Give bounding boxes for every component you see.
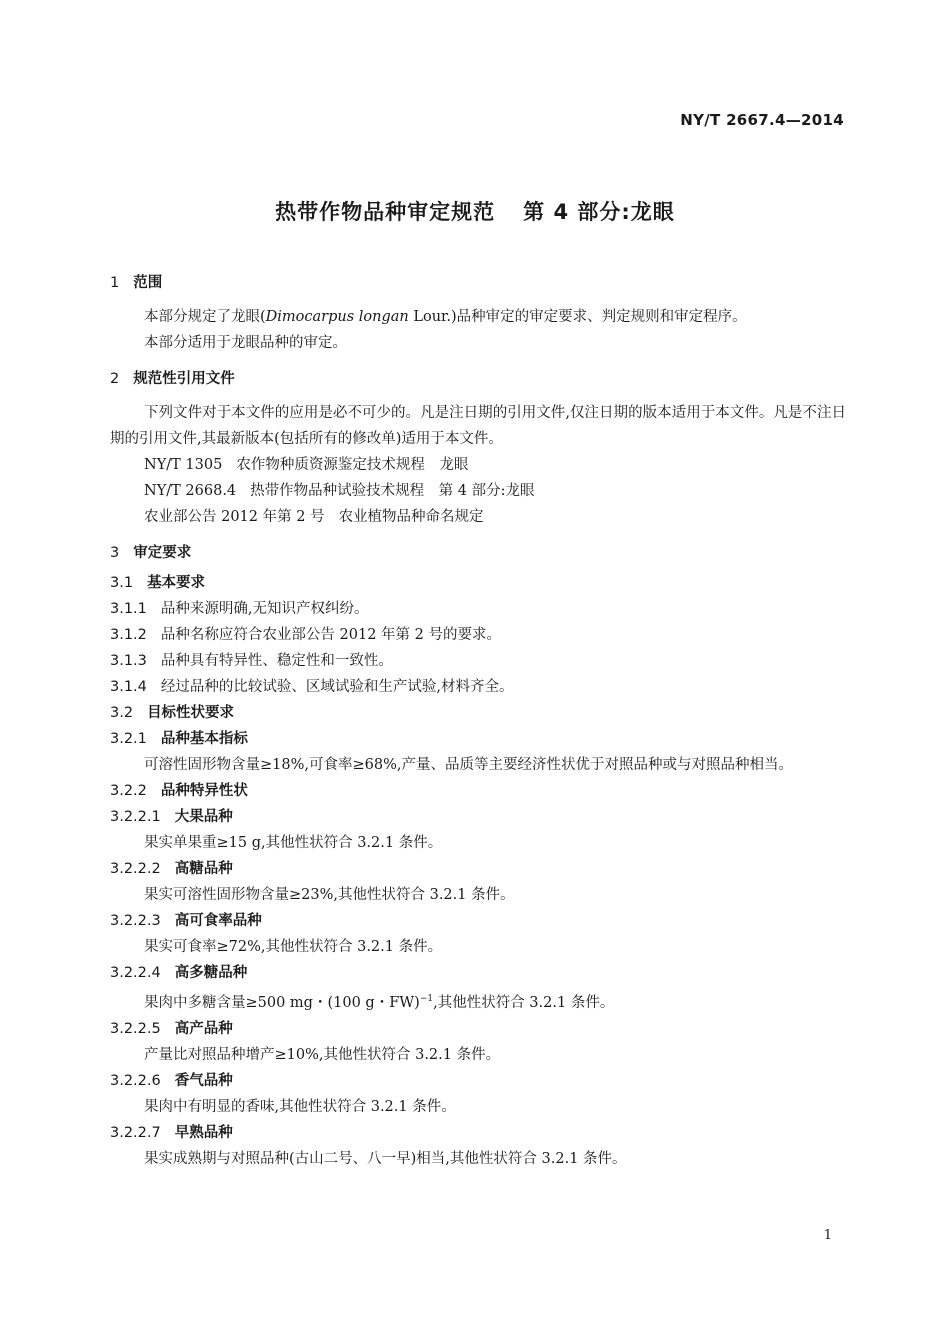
clause-3-1-3: 3.1.3 品种具有特异性、稳定性和一致性。 bbox=[110, 653, 393, 669]
clause-text-3-2-2-5: 产量比对照品种增产≥10%,其他性状符合 3.2.1 条件。 bbox=[144, 1046, 501, 1063]
page-number: 1 bbox=[823, 1228, 832, 1243]
section-heading-2: 2 规范性引用文件 bbox=[110, 371, 235, 387]
reference-item: 农业部公告 2012 年第 2 号 农业植物品种命名规定 bbox=[144, 509, 484, 525]
references-intro: 下列文件对于本文件的应用是必不可少的。凡是注日期的引用文件,仅注日期的版本适用于本文件。凡是不注日期的引用文件,其最新版本(包括所有的修改单)适用于本文件。 bbox=[110, 405, 846, 447]
title-part: 第 4 部分:龙眼 bbox=[523, 200, 675, 224]
clause-text-3-2-2-1: 果实单果重≥15 g,其他性状符合 3.2.1 条件。 bbox=[144, 835, 443, 851]
subsection-heading-3-2: 3.2 目标性状要求 bbox=[110, 705, 235, 721]
clause-3-1-4: 3.1.4 经过品种的比较试验、区域试验和生产试验,材料齐全。 bbox=[110, 679, 514, 695]
clause-3-1-1: 3.1.1 品种来源明确,无知识产权纠纷。 bbox=[110, 601, 369, 617]
clause-text-3-2-2-7: 果实成熟期与对照品种(古山二号、八一早)相当,其他性状符合 3.2.1 条件。 bbox=[144, 1150, 627, 1167]
section-heading-3: 3 审定要求 bbox=[110, 545, 192, 561]
subsection-heading-3-2-2: 3.2.2 品种特异性状 bbox=[110, 783, 248, 799]
clause-text-3-2-2-2: 果实可溶性固形物含量≥23%,其他性状符合 3.2.1 条件。 bbox=[144, 887, 515, 903]
scope-paragraph-2: 本部分适用于龙眼品种的审定。 bbox=[144, 335, 347, 351]
subsection-heading-3-1: 3.1 基本要求 bbox=[110, 575, 206, 591]
document-title bbox=[0, 196, 950, 226]
clause-heading-3-2-2-1: 3.2.2.1 大果品种 bbox=[110, 809, 233, 825]
basic-index-paragraph: 可溶性固形物含量≥18%,可食率≥68%,产量、品质等主要经济性状优于对照品种或与对照品种相当。 bbox=[144, 757, 793, 773]
clause-3-1-2: 3.1.2 品种名称应符合农业部公告 2012 年第 2 号的要求。 bbox=[110, 627, 501, 643]
standard-code: NY/T 2667.4—2014 bbox=[680, 111, 844, 129]
clause-heading-3-2-2-2: 3.2.2.2 高糖品种 bbox=[110, 861, 233, 877]
clause-text-3-2-2-4: 果肉中多糖含量≥500 mg・(100 g・FW)$^{-1}$,其他性状符合 3.2.1 条件。 bbox=[144, 994, 615, 1011]
clause-text-3-2-2-3: 果实可食率≥72%,其他性状符合 3.2.1 条件。 bbox=[144, 939, 443, 955]
clause-text-3-2-2-6: 果肉中有明显的香味,其他性状符合 3.2.1 条件。 bbox=[144, 1098, 456, 1115]
clause-heading-3-2-2-5: 3.2.2.5 高产品种 bbox=[110, 1020, 233, 1037]
reference-item: NY/T 2668.4 热带作物品种试验技术规程 第 4 部分:龙眼 bbox=[144, 483, 535, 499]
title-main: 热带作物品种审定规范 bbox=[275, 200, 496, 224]
subsection-heading-3-2-1: 3.2.1 品种基本指标 bbox=[110, 731, 248, 747]
scope-paragraph-1: 本部分规定了龙眼(Dimocarpus longan Lour.)品种审定的审定要求、判定规则和审定程序。 bbox=[144, 309, 747, 325]
document-body bbox=[110, 268, 846, 1172]
clause-heading-3-2-2-3: 3.2.2.3 高可食率品种 bbox=[110, 913, 262, 929]
reference-item: NY/T 1305 农作物种质资源鉴定技术规程 龙眼 bbox=[144, 457, 469, 473]
clause-heading-3-2-2-6: 3.2.2.6 香气品种 bbox=[110, 1072, 233, 1089]
clause-heading-3-2-2-7: 3.2.2.7 早熟品种 bbox=[110, 1124, 233, 1141]
clause-heading-3-2-2-4: 3.2.2.4 高多糖品种 bbox=[110, 965, 248, 981]
section-heading-1: 1 范围 bbox=[110, 275, 163, 291]
